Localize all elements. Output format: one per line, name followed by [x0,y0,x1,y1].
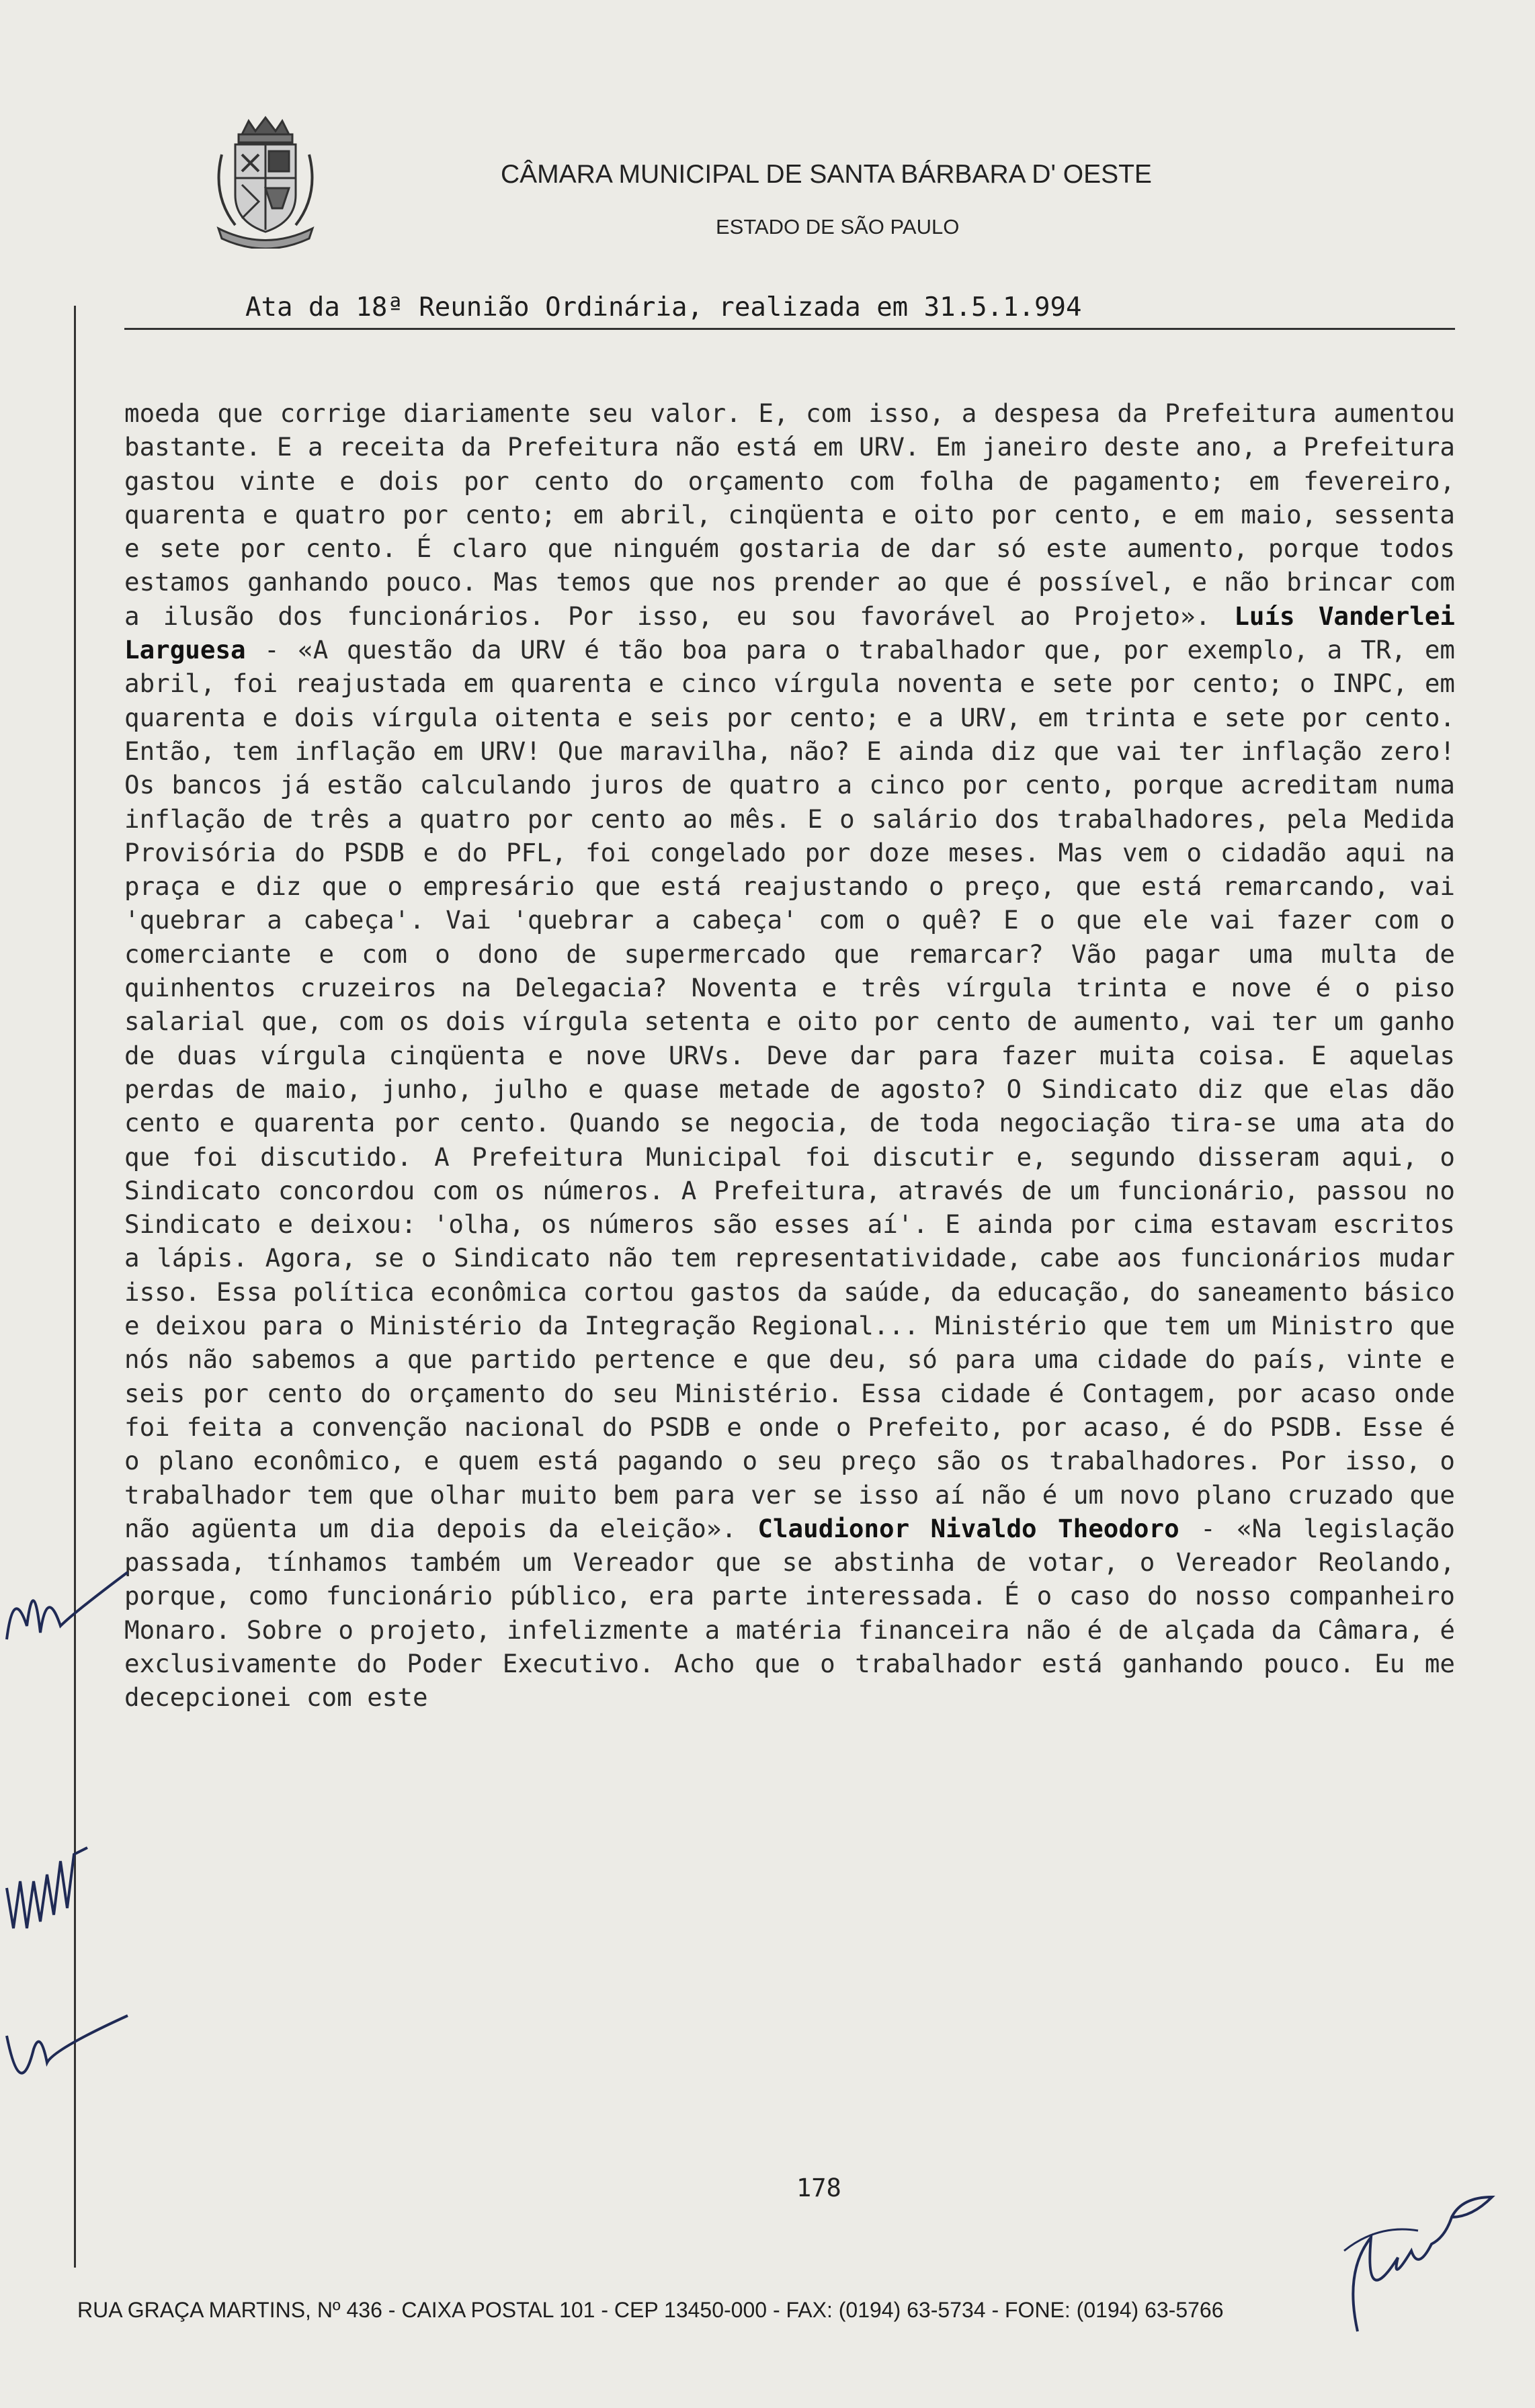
coat-of-arms-emblem [202,114,329,249]
footer-address: RUA GRAÇA MARTINS, Nº 436 - CAIXA POSTAL 101 - CEP 13450-000 - FAX: (0194) 63-5734 - FONE: (0194) 63-5766 [77,2298,1224,2322]
speaker-name: Luís Vanderlei Larguesa [124,601,1456,665]
document-heading: Ata da 18ª Reunião Ordinária, realizada em 31.5.1.994 [245,292,1082,322]
institution-title: CÂMARA MUNICIPAL DE SANTA BÁRBARA D' OESTE [501,160,1152,189]
paragraph-text: moeda que corrige diariamente seu valor. E, com isso, a despesa da Prefeitura aumentou bastante. E a receita da Prefeitura não está em URV. Em janeiro deste ano, a Prefeitura gastou vinte e dois por cento do orçamento com folha de pagamento; em fevereiro, quarenta e quatro por cento; em abril, cinqüenta e oito por cento, e em maio, sessenta e sete por cento. É claro que ninguém gostaria de dar só este aumento, porque todos estamos ganhando pouco. Mas temos que nos prender ao que é possível, e não brincar com a ilusão dos funcionários. Por isso, eu sou favorável ao Projeto». [124,398,1455,631]
margin-rubric [0,2009,134,2110]
page-number: 178 [796,2174,841,2202]
institution-subtitle: ESTADO DE SÃO PAULO [716,215,960,239]
heading-underline [124,328,1455,330]
paragraph-text: - «Na legislação passada, tínhamos também um Vereador que se abstinha de votar, o Vereador Reolando, porque, como funcionário público, era parte interessada. É o caso do nosso companheiro Monaro. Sobre o projeto, infelizmente a matéria financeira não é de alçada da Câmara, é exclusivamente do Poder Executivo. Acho que o trabalhador está ganhando pouco. Eu me decepcionei com este [124,1513,1456,1713]
left-margin-line [74,306,76,2268]
speaker-name: Claudionor Nivaldo Theodoro [757,1513,1179,1543]
bottom-signature [1317,2177,1505,2345]
minutes-body [124,396,1455,1715]
margin-signature [0,1545,134,1680]
margin-initials [0,1821,108,1948]
paragraph-text: - «A questão da URV é tão boa para o trabalhador que, por exemplo, a TR, em abril, foi reajustada em quarenta e cinco vírgula noventa e sete por cento; o INPC, em quarenta e dois vírgula oitenta e seis por cento; e a URV, em trinta e sete por cento. Então, tem inflação em URV! Que maravilha, não? E ainda diz que vai ter inflação zero! Os bancos já estão calculando juros de quatro a cinco por cento, porque acreditam numa inflação de três a quatro por cento ao mês. E o salário dos trabalhadores, pela Medida Provisória do PSDB e do PFL, foi congelado por doze meses. Mas vem o cidadão aqui na praça e diz que o empresário que está reajustando o preço, que está remarcando, vai 'quebrar a cabeça'. Vai 'quebrar a cabeça' com o quê? E o que ele vai fazer com o comerciante e com o dono de supermercado que remarcar? Vão pagar uma multa de quinhentos cruzeiros na Delegacia? Noventa e três vírgula trinta e nove é o piso salarial que, com os dois vírgula setenta e oito por cento de aumento, vai ter um ganho de duas vírgula cinqüenta e nove URVs. Deve dar para fazer muita coisa. E aquelas perdas de maio, junho, julho e quase metade de agosto? O Sindicato diz que elas dão cento e quarenta por cento. Quando se negocia, de toda negociação tira-se uma ata do que foi discutido. A Prefeitura Municipal foi discutir e, segundo disseram aqui, o Sindicato concordou com os números. A Prefeitura, através de um funcionário, passou no Sindicato e deixou: 'olha, os números são esses aí'. E ainda por cima estavam escritos a lápis. Agora, se o Sindicato não tem representatividade, cabe aos funcionários mudar isso. Essa política econômica cortou gastos da saúde, da educação, do saneamento básico e deixou para o Ministério da Integração Regional... Ministério que tem um Ministro que nós não sabemos a que partido pertence e que deu, só para uma cidade do país, vinte e seis por cento do orçamento do seu Ministério. Essa cidade é Contagem, por acaso onde foi feita a convenção nacional do PSDB e onde o Prefeito, por acaso, é do PSDB. Esse é o plano econômico, e quem está pagando o seu preço são os trabalhadores. Por isso, o trabalhador tem que olhar muito bem para ver se isso aí não é um novo plano cruzado que não agüenta um dia depois da eleição». [124,635,1455,1543]
